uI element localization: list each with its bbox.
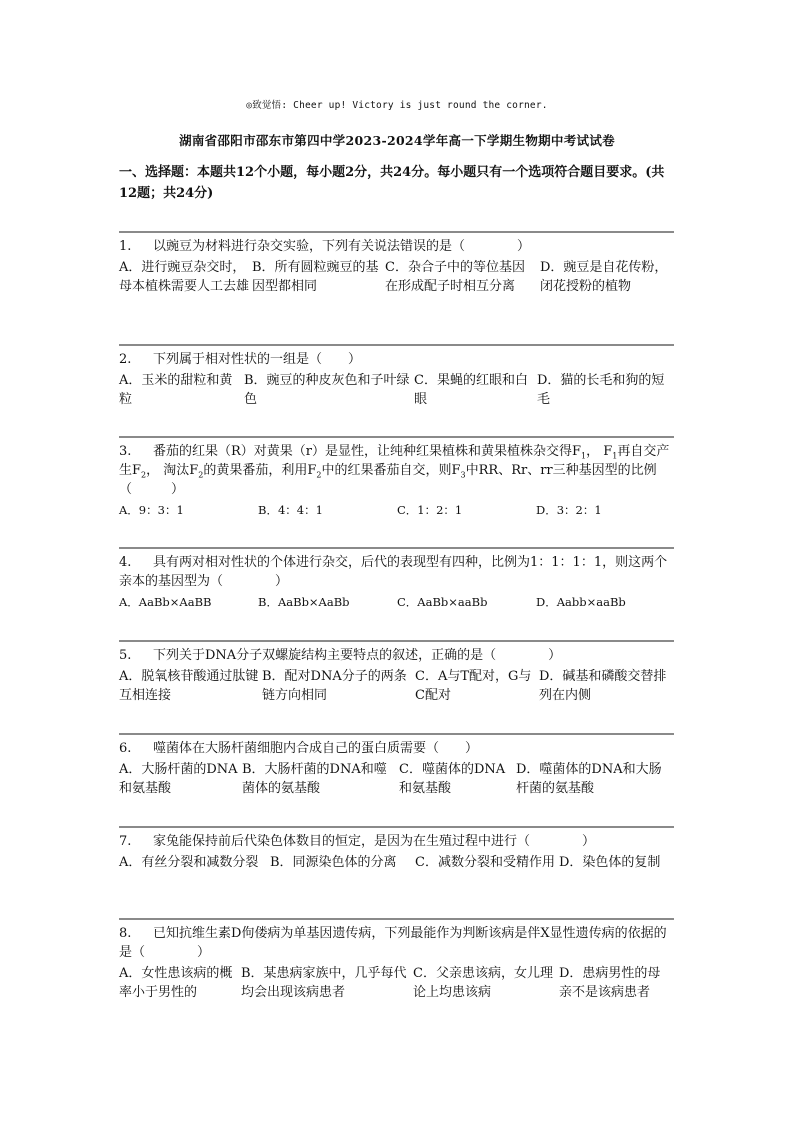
question-number: 5. bbox=[119, 648, 132, 663]
option-d[interactable]: D．噬菌体的DNA和大肠杆菌的氨基酸 bbox=[516, 762, 662, 796]
motto-header: ◎致觉悟: Cheer up! Victory is just round the corner. bbox=[246, 100, 548, 111]
question-1 bbox=[119, 231, 674, 296]
option-c[interactable]: C．A与T配对，G与C配对 bbox=[415, 669, 532, 703]
option-a[interactable]: A．进行豌豆杂交时，母本植株需要人工去雄 bbox=[119, 260, 250, 294]
question-7 bbox=[119, 826, 674, 872]
option-a[interactable]: A．有丝分裂和减数分裂 bbox=[119, 855, 259, 870]
question-4 bbox=[119, 547, 674, 612]
question-8 bbox=[119, 918, 674, 1002]
option-c[interactable]: C．父亲患该病，女儿理论上均患该病 bbox=[413, 966, 553, 1000]
question-2 bbox=[119, 344, 674, 409]
option-b[interactable]: B．所有圆粒豌豆的基因型都相同 bbox=[252, 260, 379, 294]
option-a[interactable]: A．大肠杆菌的DNA和氨基酸 bbox=[119, 762, 238, 796]
option-d[interactable]: D．碱基和磷酸交替排列在内侧 bbox=[539, 669, 667, 703]
question-number: 3. bbox=[119, 444, 132, 459]
option-b[interactable]: B．配对DNA分子的两条链方向相同 bbox=[262, 669, 407, 703]
question-6 bbox=[119, 733, 674, 798]
option-d[interactable]: D．患病男性的母亲不是该病患者 bbox=[559, 966, 661, 1000]
option-c[interactable]: C．果蝇的红眼和白眼 bbox=[414, 373, 528, 407]
option-a[interactable]: A．女性患该病的概率小于男性的 bbox=[119, 966, 233, 1000]
option-c[interactable]: C．噬菌体的DNA和氨基酸 bbox=[399, 762, 506, 796]
question-stem: 下列关于DNA分子双螺旋结构主要特点的叙述，正确的是（ ） bbox=[153, 648, 562, 663]
question-3 bbox=[119, 436, 674, 520]
option-c[interactable]: C．AaBb×aaBb bbox=[397, 595, 488, 609]
question-stem: 下列属于相对性状的一组是（ ） bbox=[153, 352, 362, 367]
option-d[interactable]: D．Aabb×aaBb bbox=[536, 595, 626, 609]
section-heading: 一、选择题：本题共12个小题，每小题2分，共24分。每小题只有一个选项符合题目要求。(共12题；共24分) bbox=[119, 165, 665, 201]
option-c[interactable]: C．杂合子中的等位基因在形成配子时相互分离 bbox=[385, 260, 525, 294]
option-b[interactable]: B．某患病家族中，几乎每代均会出现该病患者 bbox=[241, 966, 407, 1000]
option-b[interactable]: B．AaBb×AaBb bbox=[258, 595, 350, 609]
question-stem: 具有两对相对性状的个体进行杂交，后代的表现型有四种，比例为1：1：1：1，则这两个亲本的基因型为（ ） bbox=[119, 555, 668, 589]
option-d[interactable]: D．猫的长毛和狗的短毛 bbox=[537, 373, 665, 407]
question-number: 6. bbox=[119, 741, 132, 756]
question-number: 2. bbox=[119, 352, 132, 367]
exam-title: 湖南省邵阳市邵东市第四中学2023-2024学年高一下学期生物期中考试试卷 bbox=[179, 133, 615, 148]
option-c[interactable]: C．减数分裂和受精作用 bbox=[415, 855, 555, 870]
question-number: 8. bbox=[119, 926, 132, 941]
option-c[interactable]: C．1：2：1 bbox=[397, 503, 463, 517]
option-a[interactable]: A．9：3：1 bbox=[119, 503, 184, 517]
question-stem: 已知抗维生素D佝偻病为单基因遗传病，下列最能作为判断该病是伴X显性遗传病的依据的是（ ） bbox=[119, 926, 667, 960]
option-d[interactable]: D．3：2：1 bbox=[536, 503, 602, 517]
option-d[interactable]: D．染色体的复制 bbox=[559, 855, 661, 870]
option-b[interactable]: B．大肠杆菌的DNA和噬菌体的氨基酸 bbox=[242, 762, 387, 796]
question-number: 1. bbox=[119, 239, 132, 254]
question-5 bbox=[119, 640, 674, 705]
question-stem: 番茄的红果（R）对黄果（r）是显性，让纯种红果植株和黄果植株杂交得$F_1$， $F_1$再自交产生$F_2$， 淘汰$F_2$的黄果番茄，利用$F_2$中的红果番茄自交，则$F_3$中RR、Rr、rr三种基因型的比例（ ） bbox=[119, 444, 670, 497]
question-stem: 以豌豆为材料进行杂交实验，下列有关说法错误的是（ ） bbox=[153, 239, 531, 254]
question-number: 7. bbox=[119, 834, 132, 849]
option-b[interactable]: B．豌豆的种皮灰色和子叶绿色 bbox=[244, 373, 410, 407]
option-b[interactable]: B．同源染色体的分离 bbox=[270, 855, 397, 870]
option-a[interactable]: A．脱氧核苷酸通过肽键互相连接 bbox=[119, 669, 259, 703]
question-stem: 噬菌体在大肠杆菌细胞内合成自己的蛋白质需要（ ） bbox=[153, 741, 479, 756]
option-d[interactable]: D．豌豆是自花传粉，闭花授粉的植物 bbox=[540, 260, 668, 294]
option-a[interactable]: A．玉米的甜粒和黄粒 bbox=[119, 373, 233, 407]
option-a[interactable]: A．AaBb×AaBB bbox=[119, 595, 212, 609]
option-b[interactable]: B．4：4：1 bbox=[258, 503, 323, 517]
question-stem: 家兔能保持前后代染色体数目的恒定，是因为在生殖过程中进行（ ） bbox=[153, 834, 596, 849]
question-number: 4. bbox=[119, 555, 132, 570]
